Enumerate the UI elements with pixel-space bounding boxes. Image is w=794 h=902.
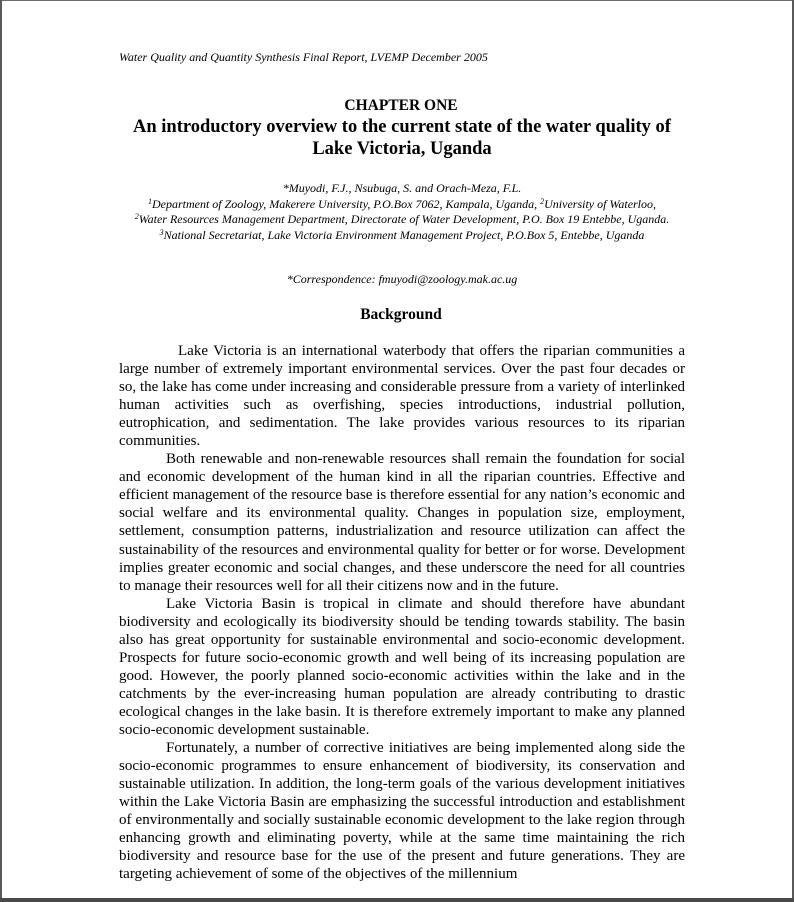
- chapter-label: CHAPTER ONE: [344, 97, 458, 114]
- affiliation-3: $^3$National Secretariat, Lake Victoria Environment Management Project, P.O.Box 5, Entebbe, Uganda: [159, 227, 645, 242]
- page-border-left: [0, 0, 2, 902]
- paragraph: Fortunately, a number of corrective initiatives are being implemented along side the socio-economic programmes to ensure enhancement of biodiversity, its conservation and sustainable utilization. In addition, the long-term goals of the various development initiatives within the Lake Victoria Basin are emphasizing the successful introduction and establishment of environmentally and socially sustainable economic development to the lake region through enhancing growth and eliminating poverty, while at the same time maintaining the rich biodiversity and resource base for the use of the present and future generations. They are targeting achievement of some of the objectives of the millennium: [119, 740, 685, 883]
- author-names: *Muyodi, F.J., Nsubuga, S. and Orach-Meza, F.L.: [282, 181, 522, 195]
- paragraph: Both renewable and non-renewable resources shall remain the foundation for social and economic development of the human kind in all the riparian countries. Effective and efficient management of the resource base is therefore essential for any nation’s economic and social welfare and its environmental quality. Changes in population size, employment, settlement, consumption patterns, industrialization and resource utilization can affect the sustainability of the resources and environmental quality for better or for worse. Development implies greater economic and social changes, and these underscore the need for all countries to manage their resources well for all their citizens now and in the future.: [119, 451, 685, 594]
- affiliation-2: $^2$Water Resources Management Department, Directorate of Water Development, P.O. Box 19 Entebbe, Uganda.: [134, 212, 670, 226]
- running-header: Water Quality and Quantity Synthesis Final Report, LVEMP December 2005: [119, 50, 488, 64]
- page-border-bottom: [0, 898, 794, 902]
- affiliation-1: $^1$Department of Zoology, Makerere University, P.O.Box 7062, Kampala, Uganda, $^2$University of Waterloo,: [147, 196, 657, 211]
- body-text: [119, 342, 685, 883]
- section-heading-background: Background: [360, 306, 442, 323]
- correspondence-email: *Correspondence: fmuyodi@zoology.mak.ac.ug: [286, 272, 518, 286]
- paragraph: Lake Victoria is an international waterbody that offers the riparian communities a large number of extremely important environmental services. Over the past four decades or so, the lake has come under increasing and considerable pressure from a variety of interlinked human activities such as overfishing, species introductions, industrial pollution, eutrophication, and sedimentation. The lake provides various resources to its riparian communities.: [119, 343, 685, 450]
- page-border-top: [0, 0, 794, 1]
- chapter-title: An introductory overview to the current state of the water quality of Lake Victoria, Uganda: [133, 117, 671, 159]
- paragraph: Lake Victoria Basin is tropical in climate and should therefore have abundant biodiversity and ecologically its biodiversity should be tending towards stability. The basin also has great opportunity for sustainable environmental and socio-economic development. Prospects for future socio-economic growth and well being of its increasing population are good. However, the poorly planned socio-economic activities within the lake and in the catchments by the ever-increasing human population are already contributing to drastic ecological changes in the lake basin. It is therefore extremely important to make any planned socio-economic development sustainable.: [119, 595, 685, 738]
- author-block: [112, 181, 692, 243]
